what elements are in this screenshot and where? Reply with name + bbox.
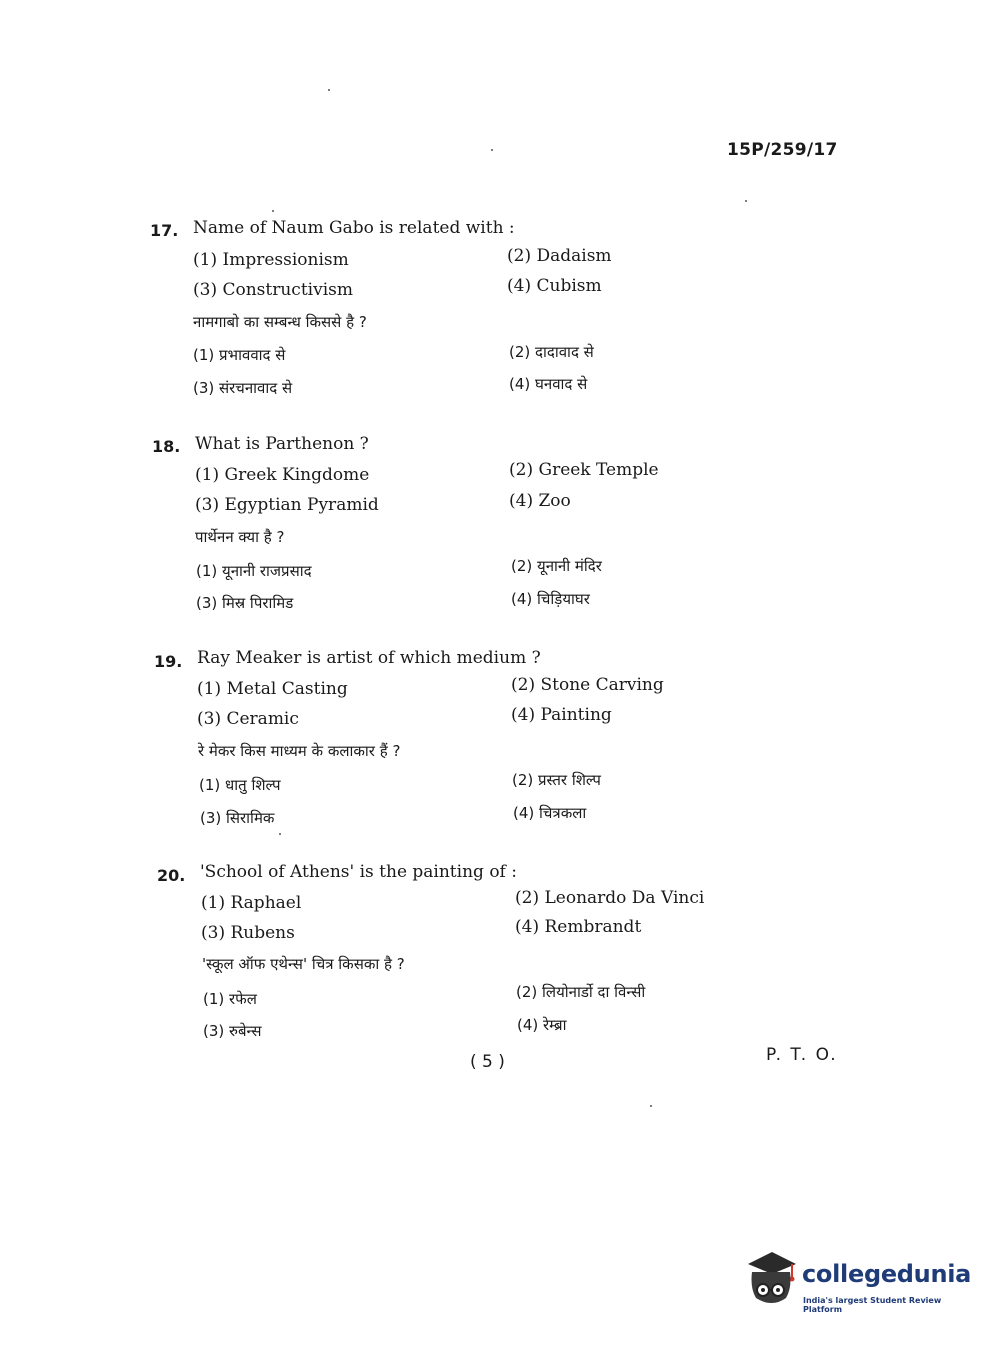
question-text-en: What is Parthenon ?: [195, 434, 369, 454]
option-4-en: (4) Cubism: [507, 276, 602, 296]
question-text-en: Ray Meaker is artist of which medium ?: [197, 648, 541, 668]
scan-speck: [272, 210, 274, 212]
option-1-hi: (1) प्रभाववाद से: [193, 346, 286, 364]
question-number: 17.: [150, 221, 179, 240]
option-3-en: (3) Ceramic: [197, 709, 299, 729]
option-1-en: (1) Greek Kingdome: [195, 465, 370, 485]
option-3-en: (3) Rubens: [201, 923, 295, 943]
question-text-en: 'School of Athens' is the painting of :: [200, 862, 517, 882]
option-3-hi: (3) मिस्र पिरामिड: [196, 594, 294, 612]
option-2-en: (2) Greek Temple: [509, 460, 659, 480]
mascot-icon: [742, 1250, 800, 1310]
option-4-hi: (4) घनवाद से: [509, 375, 588, 393]
option-1-hi: (1) धातु शिल्प: [199, 776, 281, 794]
question-text-hi: पार्थेनन क्या है ?: [195, 528, 285, 546]
option-4-hi: (4) चित्रकला: [513, 804, 587, 822]
option-4-hi: (4) रेम्ब्रा: [517, 1016, 567, 1034]
option-3-en: (3) Egyptian Pyramid: [195, 495, 379, 515]
option-2-hi: (2) प्रस्तर शिल्प: [512, 771, 601, 789]
option-4-en: (4) Zoo: [509, 491, 571, 511]
option-4-hi: (4) चिड़ियाघर: [511, 590, 590, 608]
option-3-hi: (3) संरचनावाद से: [193, 379, 293, 397]
scan-speck: [650, 1105, 652, 1107]
question-text-hi: रे मेकर किस माध्यम के कलाकार हैं ?: [198, 742, 401, 760]
option-1-en: (1) Metal Casting: [197, 679, 348, 699]
option-2-hi: (2) यूनानी मंदिर: [511, 557, 602, 575]
paper-code: 15P/259/17: [727, 140, 838, 160]
question-number: 19.: [154, 652, 183, 671]
option-1-hi: (1) यूनानी राजप्रसाद: [196, 562, 312, 580]
pto-label: P. T. O.: [766, 1045, 838, 1065]
option-4-en: (4) Painting: [511, 705, 612, 725]
page-number: ( 5 ): [470, 1052, 505, 1072]
question-text-hi: नामगाबो का सम्बन्ध किससे है ?: [193, 313, 367, 331]
scan-speck: [279, 833, 281, 835]
option-1-en: (1) Raphael: [201, 893, 302, 913]
collegedunia-logo: [742, 1250, 972, 1314]
scan-speck: [745, 200, 747, 202]
option-4-en: (4) Rembrandt: [515, 917, 642, 937]
option-2-hi: (2) लियोनार्डो दा विन्सी: [516, 983, 646, 1001]
option-1-en: (1) Impressionism: [193, 250, 349, 270]
scan-speck: [491, 149, 493, 151]
option-3-hi: (3) सिरामिक: [200, 809, 275, 827]
question-number: 20.: [157, 866, 186, 885]
option-3-en: (3) Constructivism: [193, 280, 353, 300]
option-2-en: (2) Leonardo Da Vinci: [515, 888, 705, 908]
scan-speck: [328, 89, 330, 91]
option-2-hi: (2) दादावाद से: [509, 343, 594, 361]
option-2-en: (2) Dadaism: [507, 246, 612, 266]
brand-tagline: India's largest Student Review Platform: [803, 1296, 942, 1314]
option-1-hi: (1) रफेल: [203, 990, 257, 1008]
question-number: 18.: [152, 437, 181, 456]
brand-name: collegedunia: [802, 1260, 972, 1288]
option-3-hi: (3) रुबेन्स: [203, 1022, 262, 1040]
question-text-hi: 'स्कूल ऑफ एथेन्स' चित्र किसका है ?: [202, 955, 405, 973]
question-text-en: Name of Naum Gabo is related with :: [193, 218, 515, 238]
option-2-en: (2) Stone Carving: [511, 675, 664, 695]
